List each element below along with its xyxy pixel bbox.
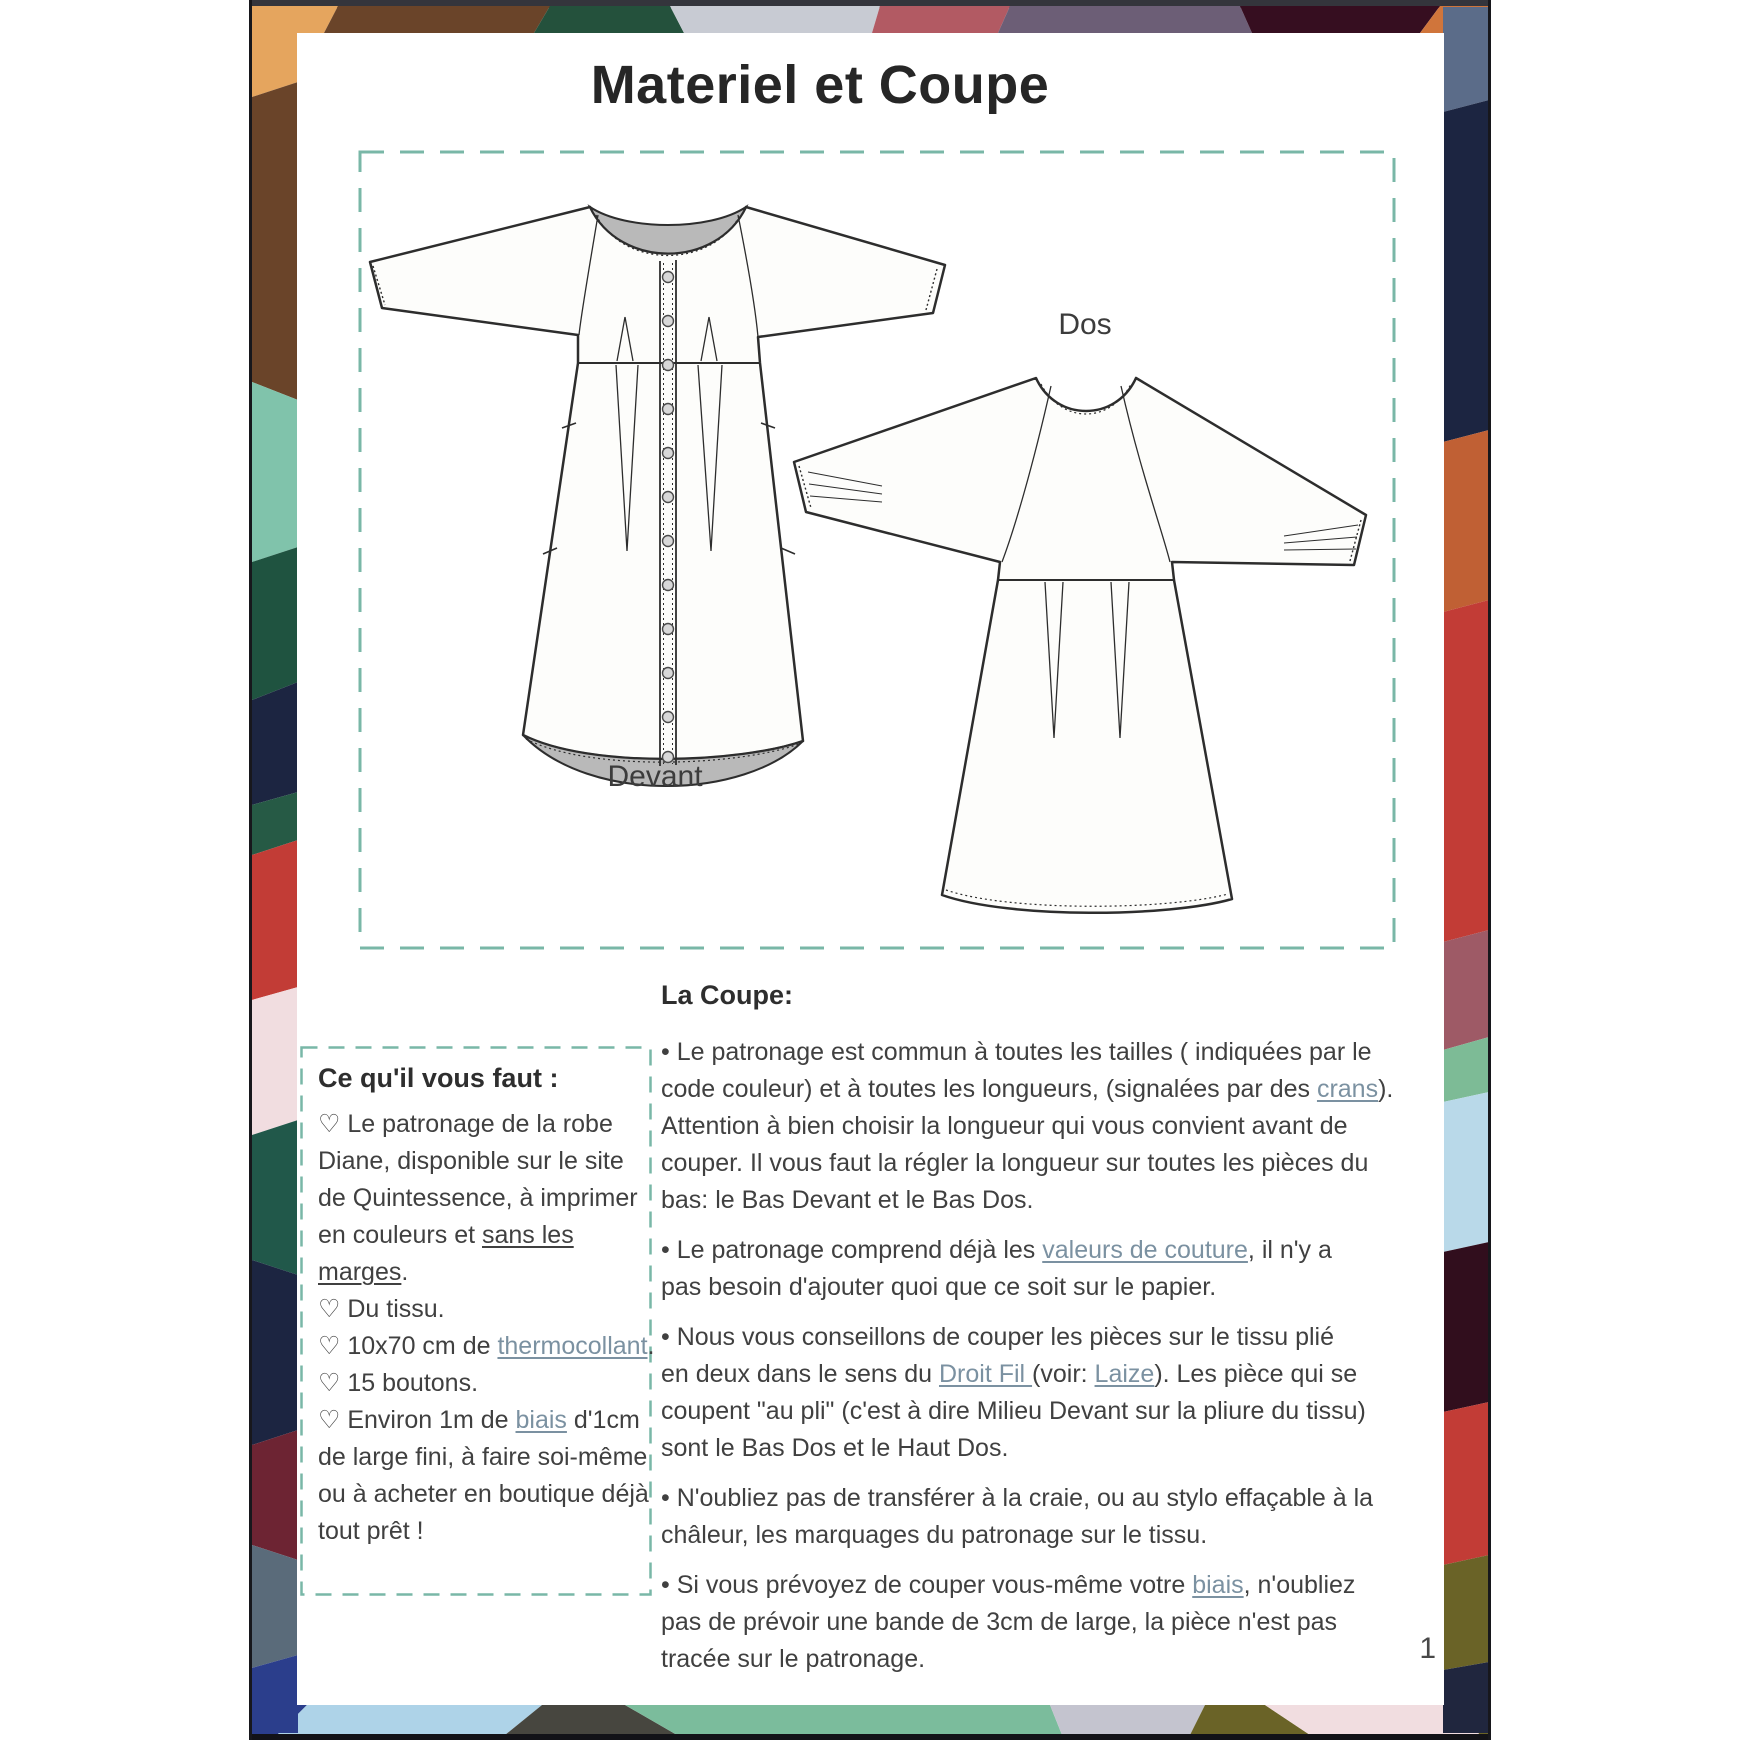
text-run: • N'oubliez pas de transférer à la craie, ou au stylo effaçable à la [661,1484,1374,1512]
materials-item [318,1402,649,1550]
text-run: sans les [482,1221,574,1249]
text-run: pas de prévoir une bande de 3cm de large, la pièce n'est pas [661,1608,1338,1636]
text-run: (voir: [1032,1360,1095,1388]
text-run: ♡ Le patronage de la robe [318,1110,613,1138]
back-label: Dos [1058,308,1112,341]
text-run: tracée sur le patronage. [661,1645,926,1673]
text-run: ♡ Du tissu. [318,1295,445,1323]
inline-link[interactable]: biais [1192,1571,1244,1599]
text-line [661,1071,1394,1108]
coupe-paragraphs [661,1034,1394,1691]
text-line [661,1356,1373,1393]
inline-link[interactable]: Laize [1094,1360,1155,1388]
text-run: en deux dans le sens du [661,1360,939,1388]
page-edge-line-left [249,0,252,1740]
coupe-paragraph [661,1567,1373,1678]
mosaic-border-top [252,0,1489,33]
page-title: Materiel et Coupe [590,55,1050,115]
coupe-paragraph [661,1480,1373,1554]
page-number: 1 [1419,1632,1436,1665]
text-line [661,1480,1373,1517]
text-run: Diane, disponible sur le site [318,1147,624,1175]
back-dress-illustration [770,350,1410,930]
text-line [661,1319,1373,1356]
inline-link[interactable]: Droit Fil [938,1360,1033,1388]
coupe-paragraph [661,1319,1373,1467]
text-line [318,1402,642,1439]
text-line [318,1328,655,1365]
text-run: bas: le Bas Devant et le Bas Dos. [661,1186,1034,1214]
text-line [661,1517,1373,1554]
text-run: . [647,1332,655,1360]
inline-link[interactable]: crans [1316,1075,1379,1103]
text-run: • Le patronage comprend déjà les [661,1236,1043,1264]
text-line [661,1393,1373,1430]
mosaic-border-bottom [252,1705,1489,1740]
text-line [661,1145,1373,1182]
text-line [661,1567,1373,1604]
text-run: ). [1378,1075,1394,1103]
materials-item [318,1365,642,1402]
text-run: . [401,1258,409,1286]
text-run: marges [318,1258,402,1286]
text-run: en couleurs et [318,1221,482,1249]
text-run: code couleur) et à toutes les longueurs, (signalées par des [661,1075,1317,1103]
materials-item [318,1328,655,1365]
text-line [661,1604,1373,1641]
text-line [661,1034,1373,1071]
coupe-paragraph [661,1034,1394,1219]
inline-link[interactable]: biais [515,1406,567,1434]
text-line [661,1182,1373,1219]
materials-heading: Ce qu'il vous faut : [318,1063,559,1093]
text-run: d'1cm [566,1406,640,1434]
coupe-paragraph [661,1232,1373,1306]
materials-item [318,1106,642,1291]
text-line [661,1269,1373,1306]
text-line [318,1143,642,1180]
text-line [318,1439,648,1476]
inline-link[interactable]: thermocollant [497,1332,648,1360]
text-run: châleur, les marquages du patronage sur le tissu. [661,1521,1208,1549]
text-run: de large fini, à faire soi-même [318,1443,648,1471]
text-run: de Quintessence, à imprimer [318,1184,638,1212]
text-run: • Si vous prévoyez de couper vous-même votre [661,1571,1193,1599]
text-run: ♡ 10x70 cm de [318,1332,498,1360]
text-line [318,1365,642,1402]
text-line [318,1254,642,1291]
text-run: sont le Bas Dos et le Haut Dos. [661,1434,1009,1462]
text-run: ou à acheter en boutique déjà [318,1480,649,1508]
text-line [661,1232,1373,1269]
text-run: coupent "au pli" (c'est à dire Milieu Devant sur la pliure du tissu) [661,1397,1366,1425]
text-line [661,1430,1373,1467]
text-run: couper. Il vous faut la régler la longueur sur toutes les pièces du [661,1149,1369,1177]
la-coupe-heading: La Coupe: [661,980,793,1010]
text-run: • Le patronage est commun à toutes les tailles ( indiquées par le [661,1038,1372,1066]
text-line [661,1641,1373,1678]
text-line [318,1513,642,1550]
text-run: , il n'y a [1247,1236,1332,1264]
text-run: • Nous vous conseillons de couper les pièces sur le tissu plié [661,1323,1334,1351]
text-line [661,1108,1373,1145]
page-edge-line-right [1488,0,1491,1740]
text-line [318,1180,642,1217]
text-line [318,1476,649,1513]
text-line [318,1291,642,1328]
text-run: ♡ Environ 1m de [318,1406,516,1434]
text-run: Attention à bien choisir la longueur qui vous convient avant de [661,1112,1348,1140]
text-run: , n'oubliez [1243,1571,1356,1599]
text-run: ♡ 15 boutons. [318,1369,479,1397]
inline-link[interactable]: valeurs de couture [1042,1236,1248,1264]
mosaic-border-left [252,7,298,1733]
materials-box [300,1046,655,1596]
text-run: tout prêt ! [318,1517,424,1545]
mosaic-border-right [1443,7,1489,1733]
materials-box-content [318,1060,655,1550]
text-run: pas besoin d'ajouter quoi que ce soit sur le papier. [661,1273,1217,1301]
text-line [318,1217,642,1254]
front-label: Devant [607,760,703,793]
text-line [318,1106,642,1143]
text-run: ). Les pièce qui se [1154,1360,1358,1388]
materials-item [318,1291,642,1328]
